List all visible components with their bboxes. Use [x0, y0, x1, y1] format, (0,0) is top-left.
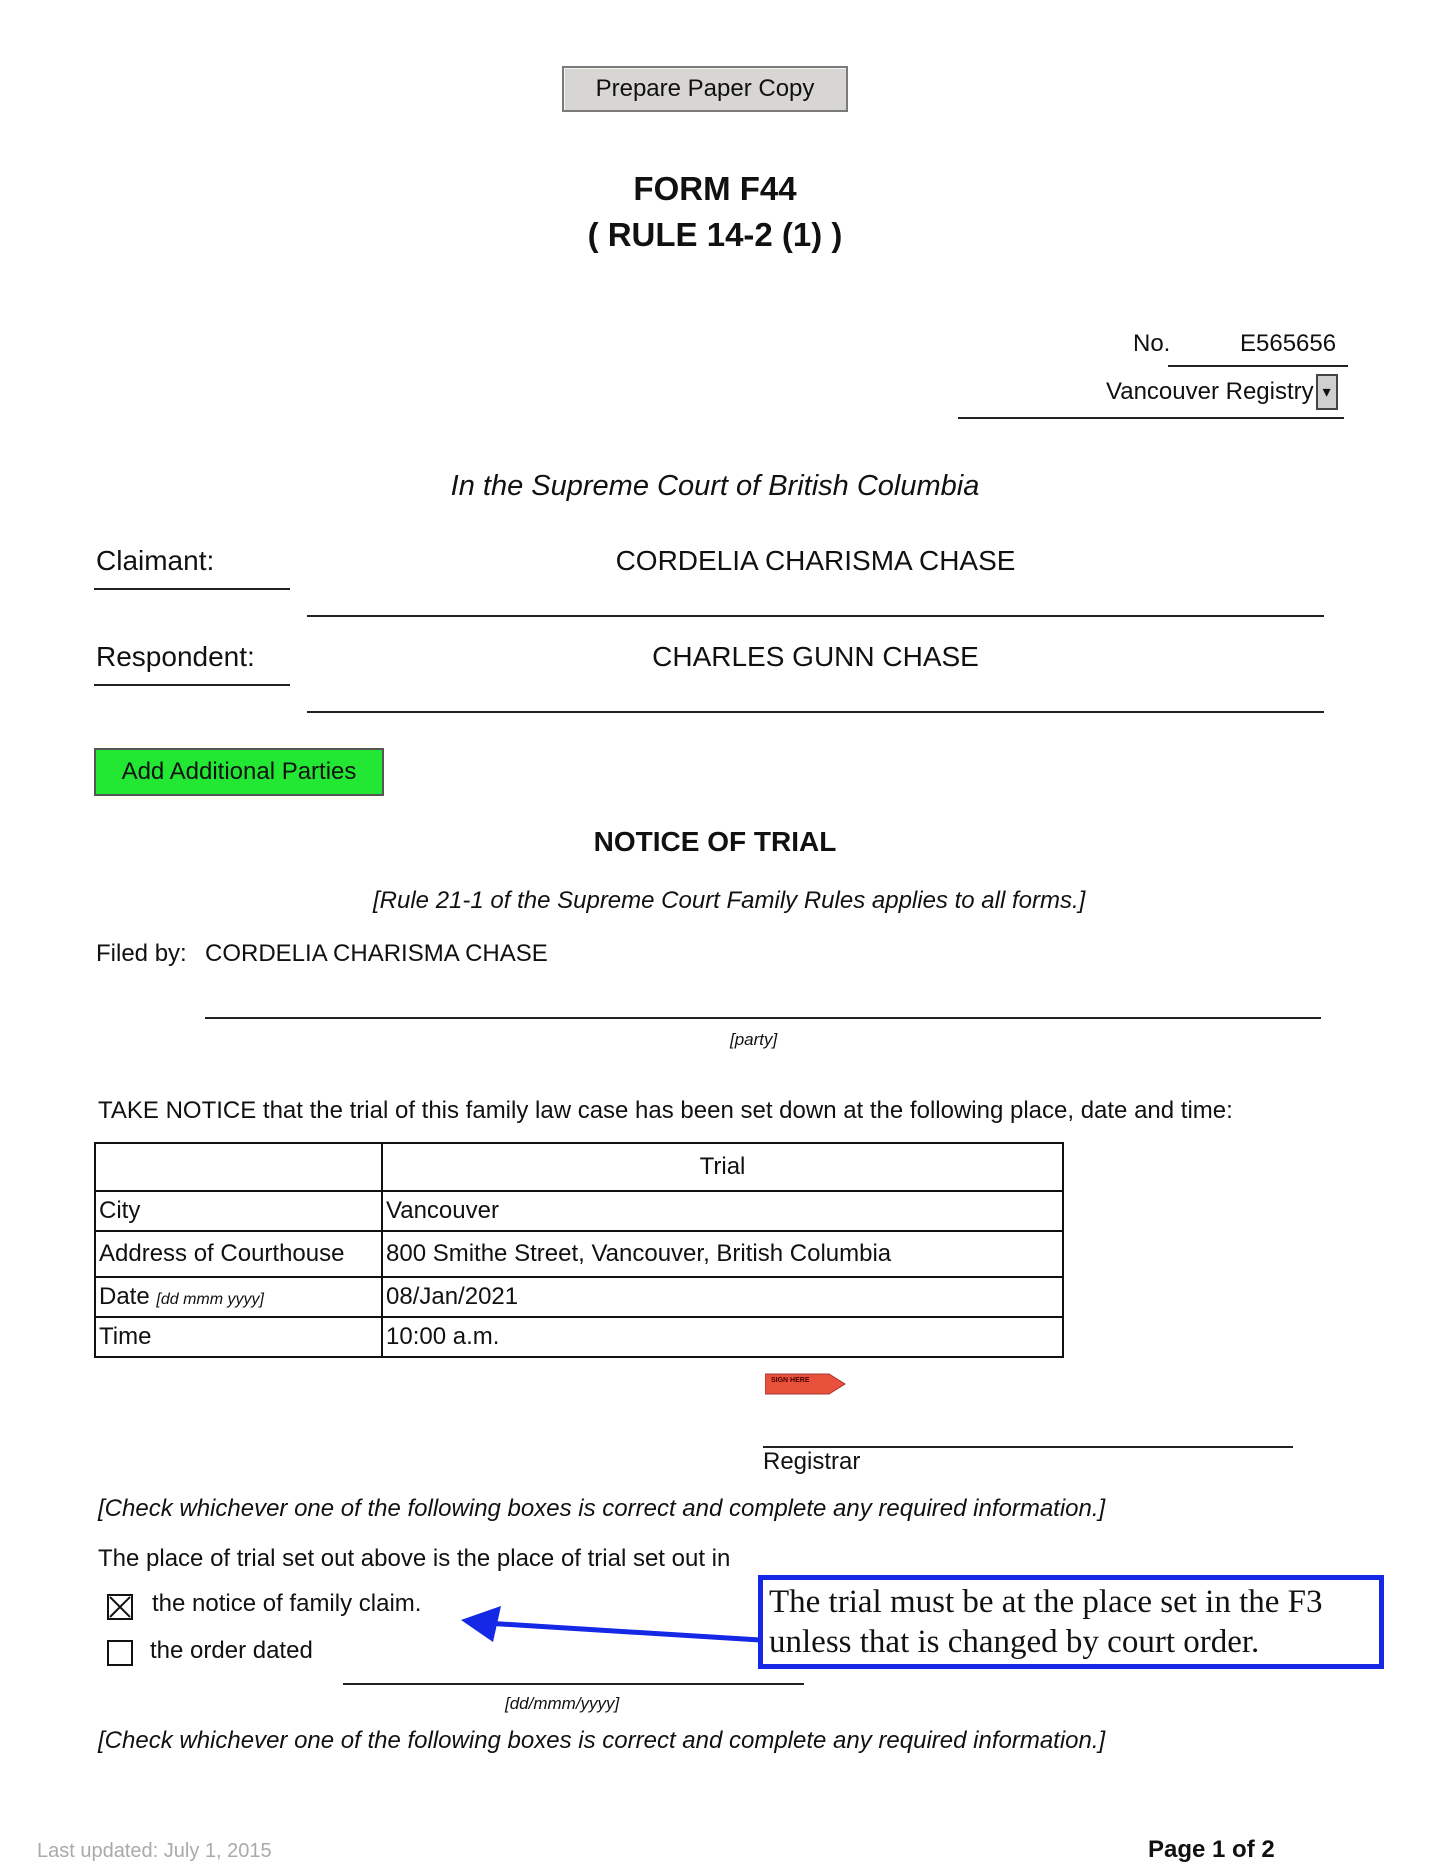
row-label-date [95, 1277, 382, 1317]
respondent-name-underline [307, 711, 1324, 713]
registry-select[interactable] [1106, 372, 1338, 412]
notice-of-family-claim-checkbox[interactable] [107, 1594, 133, 1620]
callout-arrow-icon [455, 1598, 765, 1658]
file-number-label: No. [1133, 330, 1171, 357]
table-row [95, 1191, 1063, 1231]
table-row [95, 1317, 1063, 1357]
table-header-row [95, 1143, 1063, 1191]
sign-here-arrow-icon [765, 1372, 847, 1396]
city-value[interactable]: Vancouver [382, 1191, 1063, 1231]
trial-table [94, 1142, 1064, 1358]
rule-note: [Rule 21-1 of the Supreme Court Family Rules applies to all forms.] [373, 887, 1086, 914]
filed-by-value[interactable]: CORDELIA CHARISMA CHASE [205, 940, 548, 967]
page-number: Page 1 of 2 [1148, 1836, 1275, 1863]
check-instruction: [Check whichever one of the following boxes is correct and complete any required information.] [98, 1495, 1106, 1522]
form-title: FORM F44 [633, 170, 797, 207]
row-label: City [95, 1191, 382, 1231]
table-row [95, 1277, 1063, 1317]
party-caption: [party] [730, 1030, 778, 1049]
row-label: Date [99, 1283, 157, 1310]
order-dated-checkbox[interactable] [107, 1640, 133, 1666]
row-label: Address of Courthouse [95, 1231, 382, 1277]
respondent-name[interactable]: CHARLES GUNN CHASE [652, 641, 979, 672]
checkmark-x-icon [109, 1596, 131, 1618]
time-value[interactable]: 10:00 a.m. [382, 1317, 1063, 1357]
table-header-trial: Trial [382, 1143, 1063, 1191]
sign-here-label: SIGN HERE [771, 1377, 810, 1384]
annotation-callout: The trial must be at the place set in the F3 unless that is changed by court order. [758, 1575, 1384, 1669]
address-value[interactable]: 800 Smithe Street, Vancouver, British Columbia [382, 1231, 1063, 1277]
claimant-name[interactable]: CORDELIA CHARISMA CHASE [615, 545, 1016, 576]
take-notice-text: TAKE NOTICE that the trial of this family law case has been set down at the following place, date and time: [98, 1097, 1233, 1124]
place-of-trial-text: The place of trial set out above is the place of trial set out in [98, 1545, 731, 1572]
table-row [95, 1231, 1063, 1277]
claimant-label-underline [94, 588, 290, 590]
date-format-note: [dd mmm yyyy] [156, 1291, 264, 1308]
add-additional-parties-button[interactable]: Add Additional Parties [94, 748, 384, 796]
respondent-label: Respondent: [96, 641, 255, 672]
court-name: In the Supreme Court of British Columbia [450, 470, 980, 502]
registry-underline [958, 417, 1344, 419]
check-instruction-2: [Check whichever one of the following boxes is correct and complete any required information.] [98, 1727, 1106, 1754]
date-value[interactable]: 08/Jan/2021 [382, 1277, 1063, 1317]
option-order-dated: the order dated [150, 1637, 313, 1664]
last-updated: Last updated: July 1, 2015 [37, 1840, 272, 1862]
respondent-label-underline [94, 684, 290, 686]
order-date-caption: [dd/mmm/yyyy] [505, 1694, 620, 1713]
sign-here-tab[interactable] [765, 1372, 847, 1396]
notice-heading: NOTICE OF TRIAL [593, 826, 837, 857]
file-number-value[interactable]: E565656 [1240, 330, 1337, 357]
registrar-label: Registrar [763, 1448, 861, 1475]
chevron-down-icon[interactable]: ▾ [1316, 374, 1338, 410]
table-header-blank [95, 1143, 382, 1191]
file-number-underline [1168, 365, 1348, 367]
filed-by-label: Filed by: [96, 940, 187, 967]
form-rule: ( RULE 14-2 (1) ) [587, 216, 843, 253]
row-label: Time [95, 1317, 382, 1357]
prepare-paper-copy-button[interactable]: Prepare Paper Copy [562, 66, 848, 112]
claimant-label: Claimant: [96, 545, 215, 576]
option-notice-of-family-claim: the notice of family claim. [152, 1590, 422, 1617]
registry-value: Vancouver Registry [1106, 378, 1314, 405]
order-date-field[interactable] [343, 1683, 804, 1685]
claimant-name-underline [307, 615, 1324, 617]
filed-by-underline [205, 1017, 1321, 1019]
